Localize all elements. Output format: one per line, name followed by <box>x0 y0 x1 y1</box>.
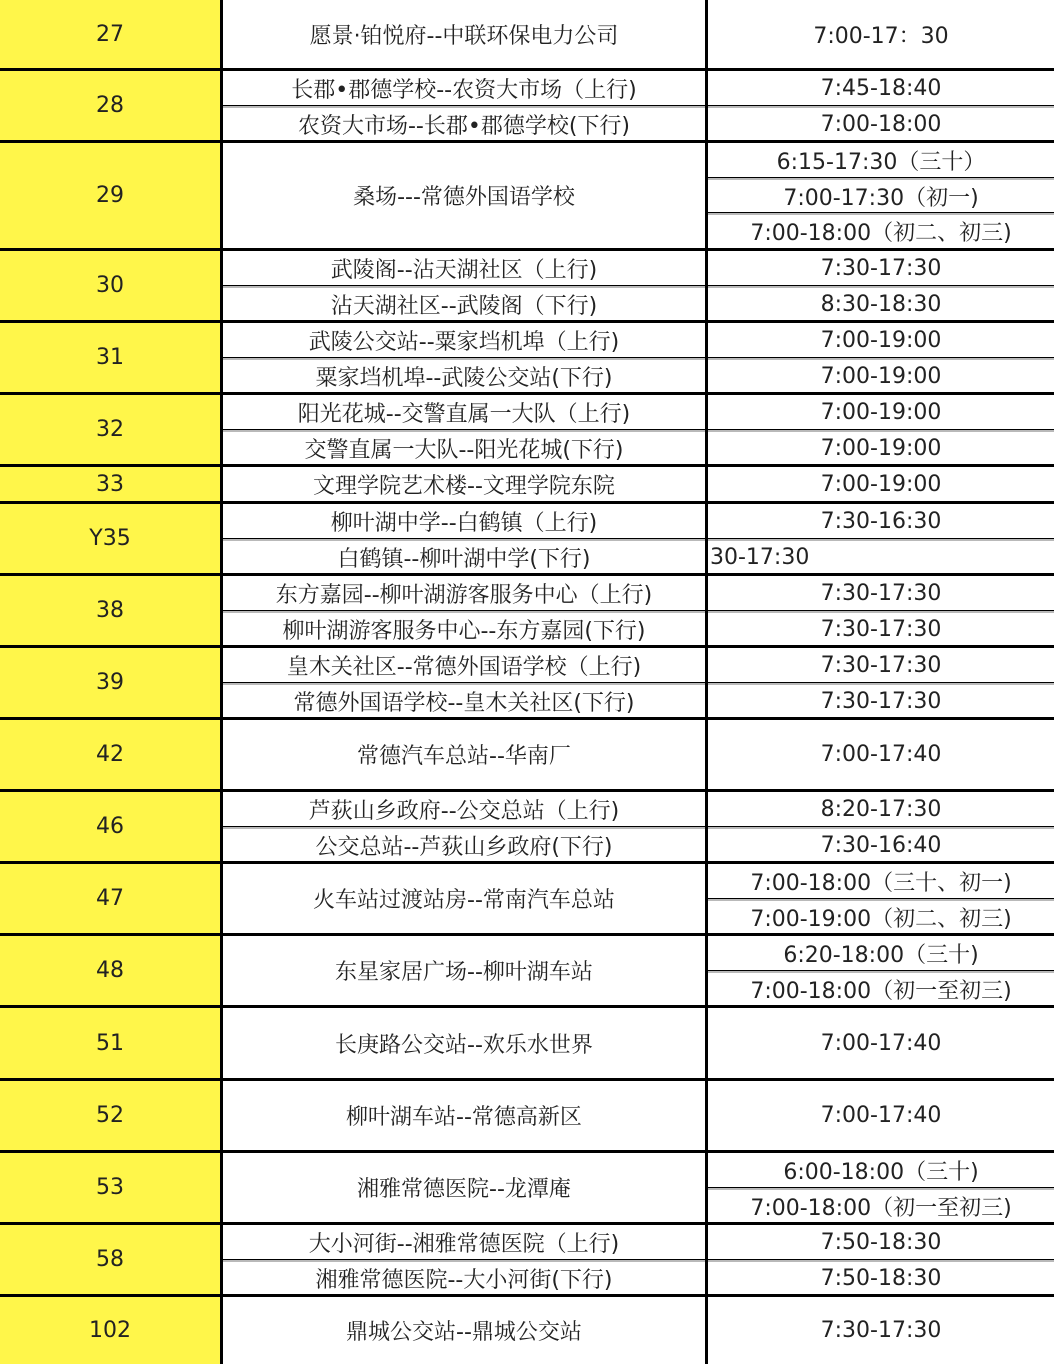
route-group <box>0 251 1054 320</box>
time-cell: 7:50-18:30 <box>708 1225 1054 1259</box>
route-group <box>0 143 1054 248</box>
line-number: 33 <box>0 467 220 501</box>
route-cell: 东方嘉园--柳叶湖游客服务中心（上行) <box>223 576 705 610</box>
route-group <box>0 0 1054 68</box>
route-cell: 皇木关社区--常德外国语学校（上行) <box>223 648 705 682</box>
line-number: Y35 <box>0 504 220 573</box>
time-cell: 7:30-17:30 <box>708 576 1054 610</box>
route-cell: 柳叶湖车站--常德高新区 <box>223 1081 705 1150</box>
route-cell: 湘雅常德医院--龙潭庵 <box>223 1153 705 1222</box>
time-cell: 7:00-19:00 <box>708 395 1054 429</box>
route-cell: 农资大市场--长郡•郡德学校(下行) <box>223 106 705 140</box>
line-number: 32 <box>0 395 220 464</box>
route-cell: 粟家垱机埠--武陵公交站(下行) <box>223 358 705 392</box>
route-cell: 沾天湖社区--武陵阁（下行) <box>223 286 705 320</box>
route-cell: 常德外国语学校--皇木关社区(下行) <box>223 683 705 717</box>
route-cell: 武陵公交站--粟家垱机埠（上行) <box>223 323 705 357</box>
route-group <box>0 1081 1054 1150</box>
time-cell: 7:50-18:30 <box>708 1260 1054 1294</box>
route-cell: 鼎城公交站--鼎城公交站 <box>223 1297 705 1364</box>
time-cell: 7:00-17:40 <box>708 720 1054 789</box>
route-group <box>0 648 1054 717</box>
time-cell: 30-17:30 <box>708 539 1054 573</box>
time-cell: 7:00-18:00 <box>708 106 1054 140</box>
line-number: 102 <box>0 1297 220 1364</box>
line-number: 27 <box>0 0 220 68</box>
time-cell: 7:00-19:00（初二、初三) <box>708 899 1054 933</box>
line-number: 58 <box>0 1225 220 1294</box>
route-group <box>0 576 1054 645</box>
time-cell: 8:30-18:30 <box>708 286 1054 320</box>
line-number: 29 <box>0 143 220 248</box>
time-cell: 7:30-17:30 <box>708 648 1054 682</box>
route-cell: 芦荻山乡政府--公交总站（上行) <box>223 792 705 826</box>
time-cell: 7:30-17:30 <box>708 611 1054 645</box>
route-group <box>0 720 1054 789</box>
time-cell: 7:30-16:40 <box>708 827 1054 861</box>
line-number: 48 <box>0 936 220 1005</box>
line-number: 53 <box>0 1153 220 1222</box>
route-cell: 交警直属一大队--阳光花城(下行) <box>223 430 705 464</box>
route-group <box>0 864 1054 933</box>
time-cell: 7:30-17:30 <box>708 683 1054 717</box>
line-number: 31 <box>0 323 220 392</box>
line-number: 30 <box>0 251 220 320</box>
route-cell: 大小河街--湘雅常德医院（上行) <box>223 1225 705 1259</box>
route-group <box>0 792 1054 861</box>
time-cell: 7:00-17：30 <box>708 0 1054 68</box>
time-cell: 7:30-17:30 <box>708 251 1054 285</box>
time-cell: 7:45-18:40 <box>708 71 1054 105</box>
line-number: 46 <box>0 792 220 861</box>
time-cell: 7:00-17:40 <box>708 1008 1054 1078</box>
time-cell: 7:30-17:30 <box>708 1297 1054 1364</box>
time-cell: 7:00-18:00（三十、初一) <box>708 864 1054 898</box>
time-cell: 7:00-17:40 <box>708 1081 1054 1150</box>
time-cell: 6:20-18:00（三十) <box>708 936 1054 970</box>
route-cell: 长庚路公交站--欢乐水世界 <box>223 1008 705 1078</box>
route-group <box>0 71 1054 140</box>
time-cell: 6:00-18:00（三十) <box>708 1153 1054 1187</box>
time-cell: 8:20-17:30 <box>708 792 1054 826</box>
route-group <box>0 395 1054 464</box>
line-number: 28 <box>0 71 220 140</box>
line-number: 39 <box>0 648 220 717</box>
route-group <box>0 936 1054 1005</box>
time-cell: 7:00-19:00 <box>708 323 1054 357</box>
time-cell: 7:00-18:00（初二、初三) <box>708 213 1054 248</box>
route-cell: 桑场---常德外国语学校 <box>223 143 705 248</box>
route-cell: 文理学院艺术楼--文理学院东院 <box>223 467 705 501</box>
route-group <box>0 1225 1054 1294</box>
route-cell: 公交总站--芦荻山乡政府(下行) <box>223 827 705 861</box>
line-number: 52 <box>0 1081 220 1150</box>
line-number: 47 <box>0 864 220 933</box>
route-cell: 火车站过渡站房--常南汽车总站 <box>223 864 705 933</box>
route-cell: 白鹤镇--柳叶湖中学(下行) <box>223 539 705 573</box>
line-number: 51 <box>0 1008 220 1078</box>
line-number: 42 <box>0 720 220 789</box>
route-group <box>0 1008 1054 1078</box>
route-group <box>0 504 1054 573</box>
route-cell: 长郡•郡德学校--农资大市场（上行) <box>223 71 705 105</box>
route-cell: 愿景·铂悦府--中联环保电力公司 <box>223 0 705 68</box>
route-cell: 武陵阁--沾天湖社区（上行) <box>223 251 705 285</box>
route-cell: 湘雅常德医院--大小河街(下行) <box>223 1260 705 1294</box>
time-cell: 7:00-19:00 <box>708 358 1054 392</box>
time-cell: 7:00-19:00 <box>708 467 1054 501</box>
line-number: 38 <box>0 576 220 645</box>
route-group <box>0 1153 1054 1222</box>
time-cell: 7:00-19:00 <box>708 430 1054 464</box>
time-cell: 7:00-18:00（初一至初三) <box>708 971 1054 1005</box>
route-cell: 柳叶湖中学--白鹤镇（上行) <box>223 504 705 538</box>
route-cell: 常德汽车总站--华南厂 <box>223 720 705 789</box>
route-cell: 东星家居广场--柳叶湖车站 <box>223 936 705 1005</box>
time-cell: 6:15-17:30（三十） <box>708 143 1054 177</box>
route-group <box>0 323 1054 392</box>
route-cell: 阳光花城--交警直属一大队（上行) <box>223 395 705 429</box>
route-group <box>0 467 1054 501</box>
route-cell: 柳叶湖游客服务中心--东方嘉园(下行) <box>223 611 705 645</box>
route-group <box>0 1297 1054 1364</box>
time-cell: 7:30-16:30 <box>708 504 1054 538</box>
time-cell: 7:00-17:30（初一) <box>708 178 1054 212</box>
time-cell: 7:00-18:00（初一至初三) <box>708 1188 1054 1222</box>
